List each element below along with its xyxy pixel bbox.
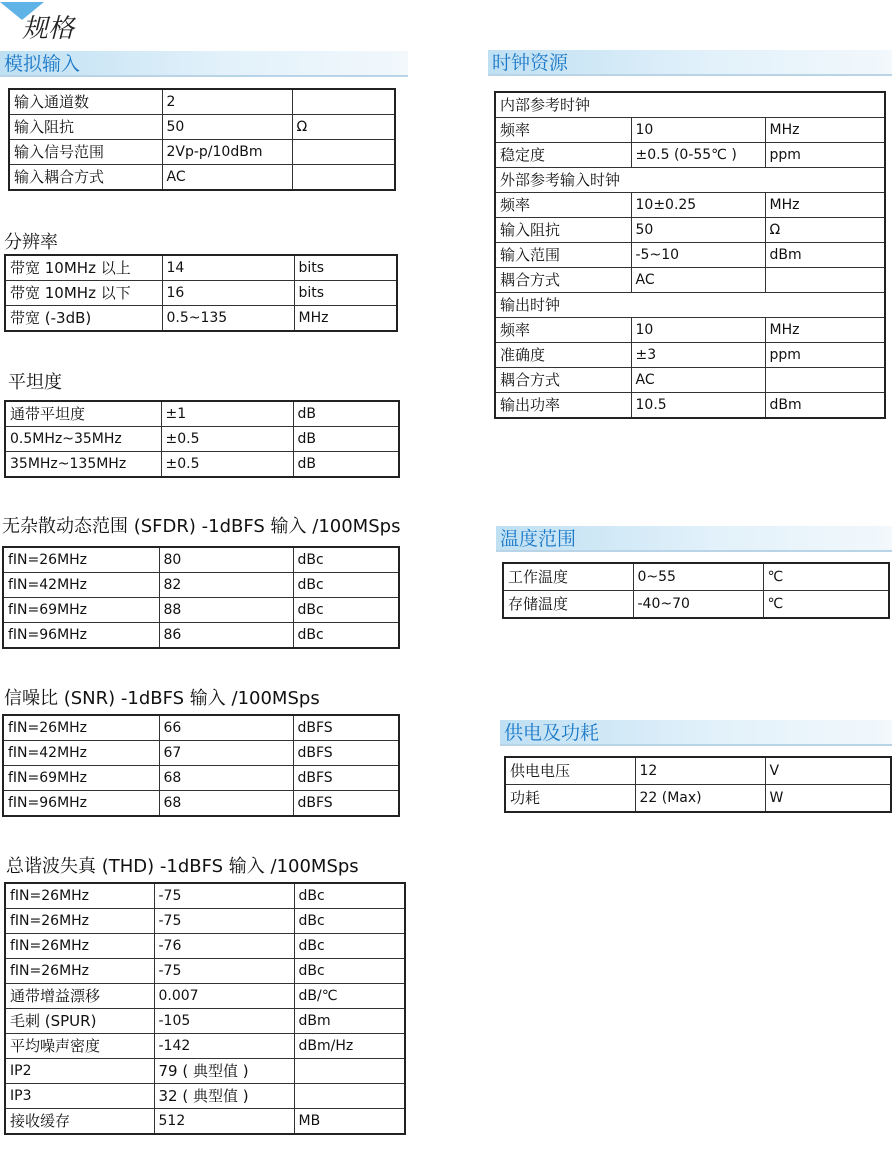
param-value-cell: -40~70 (633, 591, 763, 619)
param-name-cell: 输入阻抗 (495, 218, 631, 243)
param-name-cell: 带宽 10MHz 以上 (5, 255, 162, 281)
table-row (5, 1109, 405, 1135)
group-title-cell: 输出时钟 (495, 293, 885, 318)
table-row (495, 243, 885, 268)
param-unit-cell: dB/℃ (294, 984, 405, 1009)
param-unit-cell: dBc (293, 573, 399, 598)
table-row (5, 934, 405, 959)
param-unit-cell (294, 1084, 405, 1109)
param-value-cell: -75 (154, 959, 294, 984)
param-unit-cell: MHz (765, 318, 885, 343)
heading-sfdr: 无杂散动态范围 (SFDR) -1dBFS 输入 /100MSps (2, 516, 401, 537)
param-value-cell: 0~55 (633, 563, 763, 591)
table-row (5, 909, 405, 934)
param-value-cell: ±3 (631, 343, 765, 368)
param-name-cell: 输入阻抗 (9, 115, 162, 140)
section-heading-clock: 时钟资源 (488, 50, 892, 76)
table-row (495, 193, 885, 218)
param-name-cell: 输入范围 (495, 243, 631, 268)
param-value-cell: 67 (159, 741, 293, 766)
param-name-cell: fIN=26MHz (5, 959, 154, 984)
param-value-cell: 0.007 (154, 984, 294, 1009)
table-row (495, 118, 885, 143)
param-name-cell: 准确度 (495, 343, 631, 368)
param-value-cell: 0.5~135 (162, 306, 294, 332)
table-row (9, 165, 395, 191)
flatness-table (4, 400, 400, 478)
table-row (495, 218, 885, 243)
section-heading-power: 供电及功耗 (500, 720, 892, 746)
param-unit-cell: dBm/Hz (294, 1034, 405, 1059)
param-value-cell: 79 ( 典型值 ) (154, 1059, 294, 1084)
param-unit-cell (765, 268, 885, 293)
param-unit-cell: V (765, 757, 891, 785)
param-unit-cell: ℃ (763, 591, 889, 619)
param-value-cell: 10 (631, 118, 765, 143)
param-unit-cell: dBc (294, 883, 405, 909)
param-unit-cell: Ω (765, 218, 885, 243)
table-row (5, 984, 405, 1009)
table-row (3, 573, 399, 598)
param-name-cell: IP2 (5, 1059, 154, 1084)
param-name-cell: fIN=96MHz (3, 623, 159, 649)
param-unit-cell: dB (293, 452, 399, 478)
param-unit-cell: dBc (294, 959, 405, 984)
analog-input-table (8, 88, 396, 191)
table-row (5, 1009, 405, 1034)
table-row (9, 115, 395, 140)
param-name-cell: 带宽 10MHz 以下 (5, 281, 162, 306)
table-row (3, 766, 399, 791)
param-name-cell: 带宽 (-3dB) (5, 306, 162, 332)
table-group-row (495, 293, 885, 318)
param-name-cell: IP3 (5, 1084, 154, 1109)
param-value-cell: -5~10 (631, 243, 765, 268)
param-value-cell: -76 (154, 934, 294, 959)
param-name-cell: 平均噪声密度 (5, 1034, 154, 1059)
param-name-cell: 耦合方式 (495, 368, 631, 393)
param-name-cell: fIN=26MHz (5, 883, 154, 909)
table-row (495, 143, 885, 168)
param-value-cell: 50 (631, 218, 765, 243)
param-unit-cell: dBFS (293, 791, 399, 817)
param-unit-cell: MHz (294, 306, 397, 332)
table-row (3, 598, 399, 623)
sfdr-table (2, 546, 400, 649)
section-heading-analog-input: 模拟输入 (0, 51, 408, 77)
param-name-cell: fIN=26MHz (3, 547, 159, 573)
param-value-cell: 22 (Max) (635, 785, 765, 813)
param-unit-cell (294, 1059, 405, 1084)
param-value-cell: 2Vp-p/10dBm (162, 140, 292, 165)
param-unit-cell (292, 89, 395, 115)
table-row (495, 393, 885, 419)
param-name-cell: 功耗 (505, 785, 635, 813)
param-unit-cell: dBc (294, 909, 405, 934)
param-unit-cell (765, 368, 885, 393)
param-value-cell: 10.5 (631, 393, 765, 419)
param-value-cell: ±0.5 (161, 452, 293, 478)
param-value-cell: AC (631, 368, 765, 393)
param-value-cell: 80 (159, 547, 293, 573)
param-unit-cell: Ω (292, 115, 395, 140)
param-value-cell: ±0.5 (0-55℃ ) (631, 143, 765, 168)
table-row (495, 318, 885, 343)
table-row (5, 1059, 405, 1084)
table-row (3, 547, 399, 573)
param-value-cell: 10±0.25 (631, 193, 765, 218)
page-title: 规格 (22, 14, 75, 44)
param-unit-cell: dBFS (293, 741, 399, 766)
param-name-cell: fIN=96MHz (3, 791, 159, 817)
param-name-cell: fIN=42MHz (3, 573, 159, 598)
table-row (3, 791, 399, 817)
table-row (505, 757, 891, 785)
param-unit-cell: dBc (293, 623, 399, 649)
table-row (5, 1084, 405, 1109)
table-row (495, 368, 885, 393)
param-unit-cell: dBm (294, 1009, 405, 1034)
table-row (5, 452, 399, 478)
thd-table (4, 882, 406, 1135)
table-row (5, 306, 397, 332)
param-value-cell: 10 (631, 318, 765, 343)
param-value-cell: 82 (159, 573, 293, 598)
table-row (5, 255, 397, 281)
param-value-cell: 66 (159, 715, 293, 741)
param-name-cell: 通带增益漂移 (5, 984, 154, 1009)
param-unit-cell (292, 165, 395, 191)
param-unit-cell: dBm (765, 243, 885, 268)
param-value-cell: 88 (159, 598, 293, 623)
heading-snr: 信噪比 (SNR) -1dBFS 输入 /100MSps (4, 688, 320, 709)
param-name-cell: 35MHz~135MHz (5, 452, 161, 478)
clock-table (494, 91, 886, 419)
heading-resolution: 分辨率 (4, 232, 58, 253)
table-row (505, 785, 891, 813)
param-unit-cell: dBFS (293, 766, 399, 791)
param-name-cell: 输出功率 (495, 393, 631, 419)
param-value-cell: -75 (154, 883, 294, 909)
param-value-cell: ±1 (161, 401, 293, 427)
param-value-cell: -75 (154, 909, 294, 934)
table-row (495, 268, 885, 293)
param-unit-cell: bits (294, 281, 397, 306)
table-row (495, 343, 885, 368)
param-name-cell: fIN=42MHz (3, 741, 159, 766)
param-value-cell: 32 ( 典型值 ) (154, 1084, 294, 1109)
param-unit-cell: bits (294, 255, 397, 281)
param-name-cell: 毛刺 (SPUR) (5, 1009, 154, 1034)
param-name-cell: 稳定度 (495, 143, 631, 168)
param-value-cell: ±0.5 (161, 427, 293, 452)
param-unit-cell: dBc (294, 934, 405, 959)
param-name-cell: fIN=69MHz (3, 598, 159, 623)
param-unit-cell: dBFS (293, 715, 399, 741)
snr-table (2, 714, 400, 817)
param-unit-cell: MHz (765, 118, 885, 143)
param-value-cell: -105 (154, 1009, 294, 1034)
table-row (503, 591, 889, 619)
param-name-cell: fIN=26MHz (5, 909, 154, 934)
power-table (504, 756, 892, 813)
param-name-cell: 工作温度 (503, 563, 633, 591)
param-unit-cell: dBm (765, 393, 885, 419)
heading-flatness: 平坦度 (8, 372, 62, 393)
table-row (5, 401, 399, 427)
param-name-cell: fIN=26MHz (5, 934, 154, 959)
temperature-table (502, 562, 890, 619)
param-name-cell: 输入通道数 (9, 89, 162, 115)
param-unit-cell: dB (293, 427, 399, 452)
param-value-cell: 512 (154, 1109, 294, 1135)
table-row (5, 883, 405, 909)
param-value-cell: AC (631, 268, 765, 293)
param-name-cell: 频率 (495, 118, 631, 143)
section-heading-temperature: 温度范围 (496, 526, 892, 552)
param-unit-cell: MHz (765, 193, 885, 218)
param-name-cell: 频率 (495, 193, 631, 218)
param-name-cell: 通带平坦度 (5, 401, 161, 427)
param-name-cell: 输入耦合方式 (9, 165, 162, 191)
table-row (5, 959, 405, 984)
heading-thd: 总谐波失真 (THD) -1dBFS 输入 /100MSps (6, 856, 359, 877)
param-unit-cell (292, 140, 395, 165)
param-name-cell: fIN=26MHz (3, 715, 159, 741)
param-value-cell: 86 (159, 623, 293, 649)
param-value-cell: 2 (162, 89, 292, 115)
param-value-cell: 16 (162, 281, 294, 306)
group-title-cell: 内部参考时钟 (495, 92, 885, 118)
param-value-cell: 68 (159, 766, 293, 791)
param-unit-cell: MB (294, 1109, 405, 1135)
table-row (5, 1034, 405, 1059)
param-name-cell: 供电电压 (505, 757, 635, 785)
param-value-cell: 68 (159, 791, 293, 817)
param-value-cell: 50 (162, 115, 292, 140)
param-name-cell: 接收缓存 (5, 1109, 154, 1135)
group-title-cell: 外部参考输入时钟 (495, 168, 885, 193)
param-unit-cell: dB (293, 401, 399, 427)
table-row (3, 741, 399, 766)
param-unit-cell: ppm (765, 143, 885, 168)
table-group-row (495, 168, 885, 193)
table-group-row (495, 92, 885, 118)
param-name-cell: 频率 (495, 318, 631, 343)
param-unit-cell: dBc (293, 598, 399, 623)
param-value-cell: 12 (635, 757, 765, 785)
param-unit-cell: W (765, 785, 891, 813)
table-row (5, 427, 399, 452)
param-value-cell: 14 (162, 255, 294, 281)
param-value-cell: AC (162, 165, 292, 191)
table-row (503, 563, 889, 591)
param-name-cell: fIN=69MHz (3, 766, 159, 791)
table-row (3, 715, 399, 741)
param-value-cell: -142 (154, 1034, 294, 1059)
table-row (3, 623, 399, 649)
param-unit-cell: dBc (293, 547, 399, 573)
param-name-cell: 0.5MHz~35MHz (5, 427, 161, 452)
table-row (5, 281, 397, 306)
param-unit-cell: ppm (765, 343, 885, 368)
table-row (9, 140, 395, 165)
param-name-cell: 存储温度 (503, 591, 633, 619)
resolution-table (4, 254, 398, 332)
table-row (9, 89, 395, 115)
param-name-cell: 耦合方式 (495, 268, 631, 293)
param-unit-cell: ℃ (763, 563, 889, 591)
param-name-cell: 输入信号范围 (9, 140, 162, 165)
